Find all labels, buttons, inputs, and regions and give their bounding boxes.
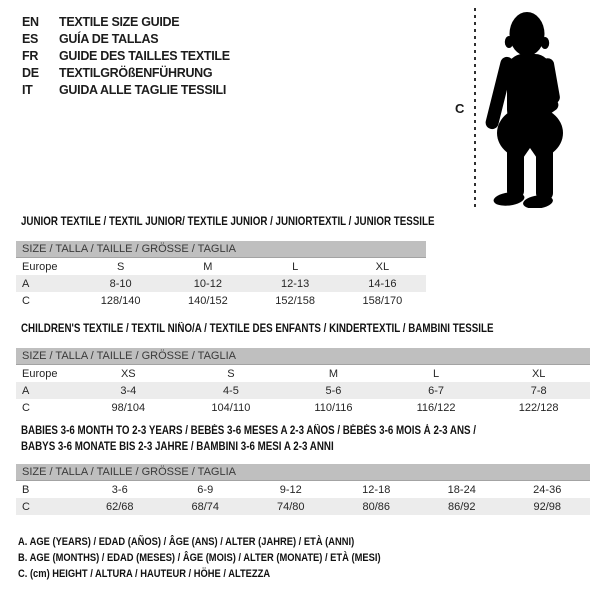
baby-silhouette-icon (481, 8, 571, 208)
table-cell: 152/158 (275, 294, 315, 307)
table-cell: 92/98 (533, 500, 562, 513)
language-code: EN (22, 14, 39, 29)
table-cell: 7-8 (530, 384, 547, 397)
table-cell: 12-18 (362, 483, 391, 496)
language-label: GUIDE DES TAILLES TEXTILE (59, 48, 230, 63)
table-cell: 10-12 (193, 277, 222, 290)
language-code: FR (22, 48, 39, 63)
table-cell: XL (375, 260, 390, 273)
table-cell: L (292, 260, 299, 273)
table-title-line: BABYS 3-6 MONATE BIS 2-3 JAHRE / BAMBINI 3-6 MESI A 2-3 ANNI (21, 441, 334, 453)
table-cell: 3-6 (111, 483, 128, 496)
table-cell: 6-9 (197, 483, 214, 496)
language-guide (22, 13, 230, 98)
table-cell: XS (120, 367, 136, 380)
size-header-bar: SIZE / TALLA / TAILLE / GRÖSSE / TAGLIA (16, 464, 590, 481)
table-row (16, 481, 590, 498)
table-cell: 4-5 (222, 384, 239, 397)
row-label: C (22, 401, 30, 414)
table-title-babies (21, 423, 556, 455)
language-label: GUÍA DE TALLAS (59, 31, 159, 46)
row-label: C (22, 294, 30, 307)
table-title-junior: JUNIOR TEXTILE / TEXTIL JUNIOR/ TEXTILE JUNIOR / JUNIORTEXTIL / JUNIOR TESSILE (21, 216, 435, 228)
row-label: A (22, 384, 30, 397)
table-cell: L (433, 367, 440, 380)
table-cell: 18-24 (447, 483, 476, 496)
table-row (16, 258, 426, 275)
table-cell: 68/74 (191, 500, 220, 513)
table-cell: 3-4 (120, 384, 137, 397)
language-label: GUIDA ALLE TAGLIE TESSILI (59, 82, 227, 97)
table-title-line: BABIES 3-6 MONTH TO 2-3 YEARS / BEBÉS 3-6 MESES A 2-3 AÑOS / BÉBÉS 3-6 MOIS À 2-3 ANS / (21, 425, 477, 437)
table-cell: 98/104 (111, 401, 146, 414)
language-label: TEXTILGRÖßENFÜHRUNG (59, 65, 213, 80)
language-code: IT (22, 82, 33, 97)
size-header-bar: SIZE / TALLA / TAILLE / GRÖSSE / TAGLIA (16, 348, 590, 365)
size-table-babies (16, 464, 590, 515)
size-table-junior (16, 241, 426, 309)
row-label: Europe (22, 260, 58, 273)
row-label: Europe (22, 367, 58, 380)
table-cell: 62/68 (105, 500, 134, 513)
table-cell: 14-16 (368, 277, 397, 290)
table-title-children: CHILDREN'S TEXTILE / TEXTIL NIÑO/A / TEXTILE DES ENFANTS / KINDERTEXTIL / BAMBINI TESSILE (21, 323, 494, 335)
language-row-en (22, 13, 230, 30)
table-cell: M (328, 367, 339, 380)
table-cell: 122/128 (518, 401, 559, 414)
row-label: A (22, 277, 30, 290)
table-cell: 6-7 (428, 384, 445, 397)
footnote-a: A. AGE (YEARS) / EDAD (AÑOS) / ÂGE (ANS) / ALTER (JAHRE) / ETÀ (ANNI) (18, 536, 355, 548)
table-cell: 104/110 (211, 401, 251, 414)
language-row-it (22, 81, 230, 98)
table-cell: 9-12 (279, 483, 302, 496)
table-cell: 110/116 (314, 401, 353, 414)
table-row (16, 498, 590, 515)
table-cell: 24-36 (533, 483, 562, 496)
row-label: B (22, 483, 30, 496)
table-cell: S (227, 367, 235, 380)
row-label: C (22, 500, 30, 513)
height-dashed-line (474, 8, 476, 208)
language-code: ES (22, 31, 39, 46)
table-row (16, 399, 590, 416)
table-cell: XL (531, 367, 546, 380)
footnote-c: C. (cm) HEIGHT / ALTURA / HAUTEUR / HÖHE / ALTEZZA (18, 568, 271, 580)
table-cell: 128/140 (100, 294, 141, 307)
language-label: TEXTILE SIZE GUIDE (59, 14, 180, 29)
footnote-b: B. AGE (MONTHS) / EDAD (MESES) / ÂGE (MOIS) / ALTER (MONATE) / ETÀ (MESI) (18, 552, 381, 564)
footnotes (18, 534, 445, 582)
table-cell: 158/170 (362, 294, 403, 307)
table-cell: 5-6 (325, 384, 342, 397)
table-cell: 140/152 (187, 294, 228, 307)
language-row-es (22, 30, 230, 47)
language-code: DE (22, 65, 39, 80)
measure-label-c: C (455, 101, 465, 116)
table-cell: 116/122 (416, 401, 456, 414)
size-table-children (16, 348, 590, 416)
table-row (16, 365, 590, 382)
language-row-fr (22, 47, 230, 64)
table-row (16, 275, 426, 292)
table-cell: 86/92 (447, 500, 476, 513)
table-row (16, 382, 590, 399)
size-header-bar: SIZE / TALLA / TAILLE / GRÖSSE / TAGLIA (16, 241, 426, 258)
table-cell: M (203, 260, 213, 273)
table-cell: S (116, 260, 125, 273)
table-cell: 74/80 (276, 500, 305, 513)
language-row-de (22, 64, 230, 81)
table-cell: 12-13 (281, 277, 310, 290)
table-cell: 80/86 (362, 500, 391, 513)
table-cell: 8-10 (109, 277, 132, 290)
table-row (16, 292, 426, 309)
